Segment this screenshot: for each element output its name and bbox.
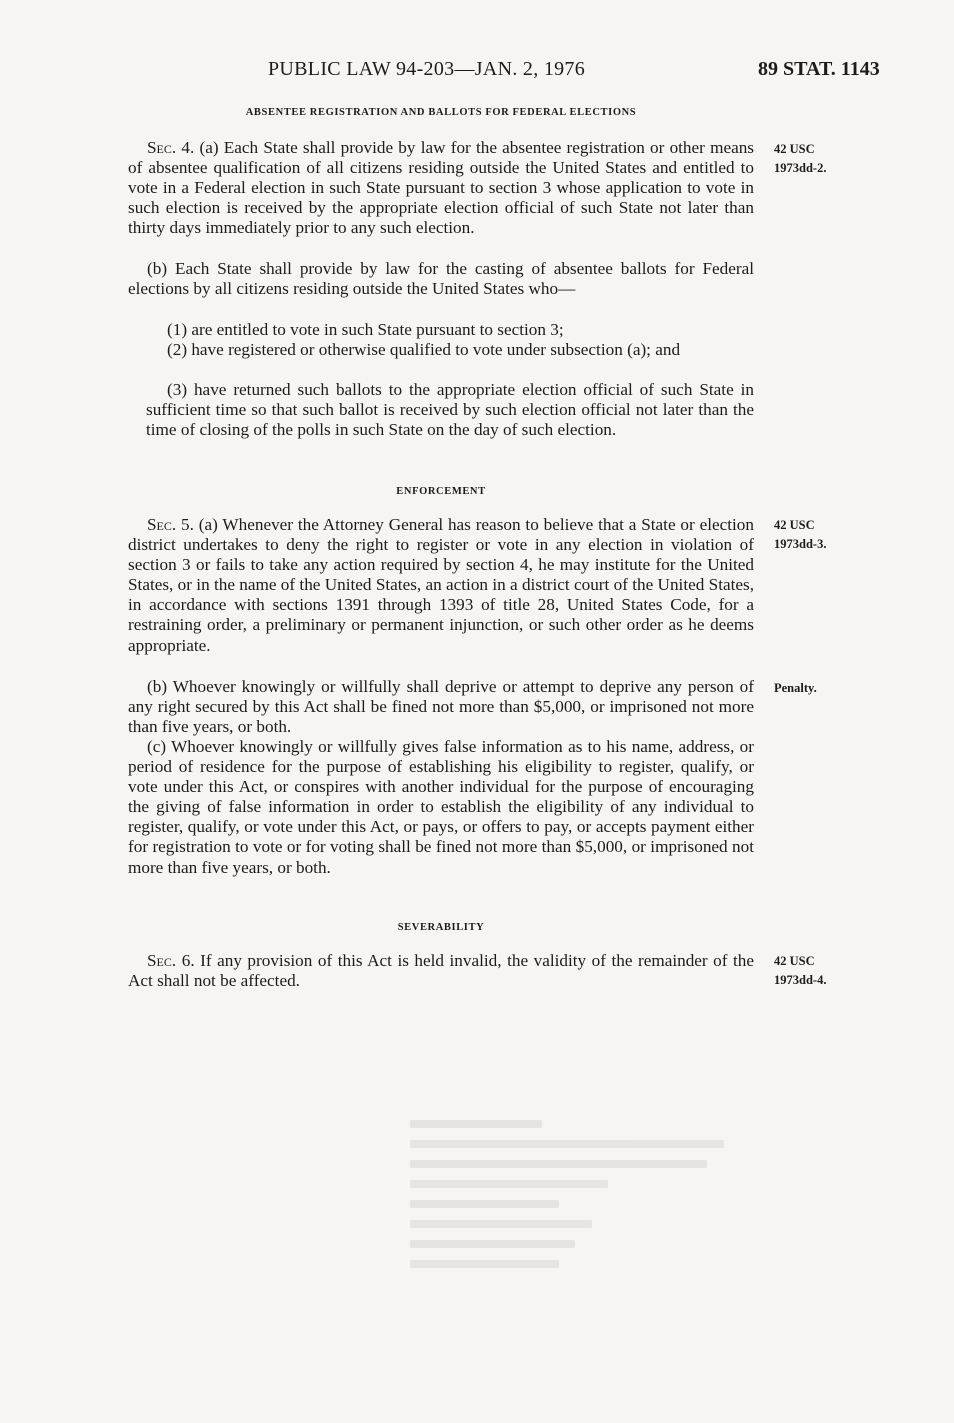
margin-note-line: 42 USC [774,142,815,156]
sec-4-item-2: (2) have registered or otherwise qualified to vote under subsection (a); and [167,340,681,359]
margin-note-penalty: Penalty. [774,681,817,695]
sec-6-text: 6. If any provision of this Act is held invalid, the validity of the remainder of the Act shall not be affected. [128,951,754,991]
margin-note-sec-5 [774,516,826,554]
margin-note-sec-4 [774,140,826,178]
sec-5-paragraph-c: (c) Whoever knowingly or willfully gives false information as to his name, address, or period of residence for the purpose of establishing his eligibility to register, qualify, or vote under this Act, or conspires with another individual for the purpose of encouraging the giving of false information in order to establish the eligibility of any individual to register, qualify, or vote under this Act, or pays, or offers to pay, or accepts payment either for registration to vote or for voting shall be fined not more than $5,000, or imprisoned not more than five years, or both. [128,737,754,877]
margin-note-line: 1973dd-3. [774,537,827,551]
sec-4-a-text: 4. (a) Each State shall provide by law for the absentee registration or other means of absentee qualification of all citizens residing outside the United States and entitled to vote in a Federal election in such State pursuant to section 3 whose application to vote in such election is received by the appropriate election official of such State not later than thirty days immediately prior to any such election. [128,138,754,238]
bleed-through-texture [410,1120,740,1285]
margin-note-line: 42 USC [774,518,815,532]
section-heading-severability: SEVERABILITY [397,922,485,933]
sec-5-a-text: 5. (a) Whenever the Attorney General has reason to believe that a State or election district undertakes to deny the right to register or vote in any election in violation of section 3 or fails to take any action required by section 4, he may institute for the United States, or in the name of the United States, an action in a district court of the United States, in accordance with sections 1391 through 1393 of title 28, United States Code, for a restraining order, a preliminary or permanent injunction, or such other order as he deems appropriate. [128,515,754,655]
sec-4-item-3: (3) have returned such ballots to the appropriate election official of such State in sufficient time so that such ballot is received by such election official not later than the time of closing of the polls in such State on the day of such election. [146,380,754,440]
sec-label: Sec. [147,515,177,534]
section-heading-enforcement: ENFORCEMENT [396,486,486,497]
margin-note-line: 1973dd-4. [774,973,827,987]
margin-note-line: 1973dd-2. [774,161,827,175]
margin-note-sec-6 [774,952,826,990]
section-heading-absentee: ABSENTEE REGISTRATION AND BALLOTS FOR FEDERAL ELECTIONS [245,107,637,118]
sec-4-item-1: (1) are entitled to vote in such State pursuant to section 3; [167,320,564,339]
page-header-title: PUBLIC LAW 94-203—JAN. 2, 1976 [268,58,586,80]
sec-5-paragraph-a [128,515,754,656]
sec-label: Sec. [147,138,177,157]
sec-label: Sec. [147,951,177,970]
sec-4-paragraph-a [128,138,754,238]
sec-5-paragraph-b: (b) Whoever knowingly or willfully shall deprive or attempt to deprive any person of any right secured by this Act shall be fined not more than $5,000, or imprisoned not more than five years, or both. [128,677,754,737]
sec-4-paragraph-b: (b) Each State shall provide by law for the casting of absentee ballots for Federal elections by all citizens residing outside the United States who— [128,259,754,299]
sec-6-paragraph [128,951,754,991]
margin-note-line: 42 USC [774,954,815,968]
statute-citation: 89 STAT. 1143 [758,58,880,80]
